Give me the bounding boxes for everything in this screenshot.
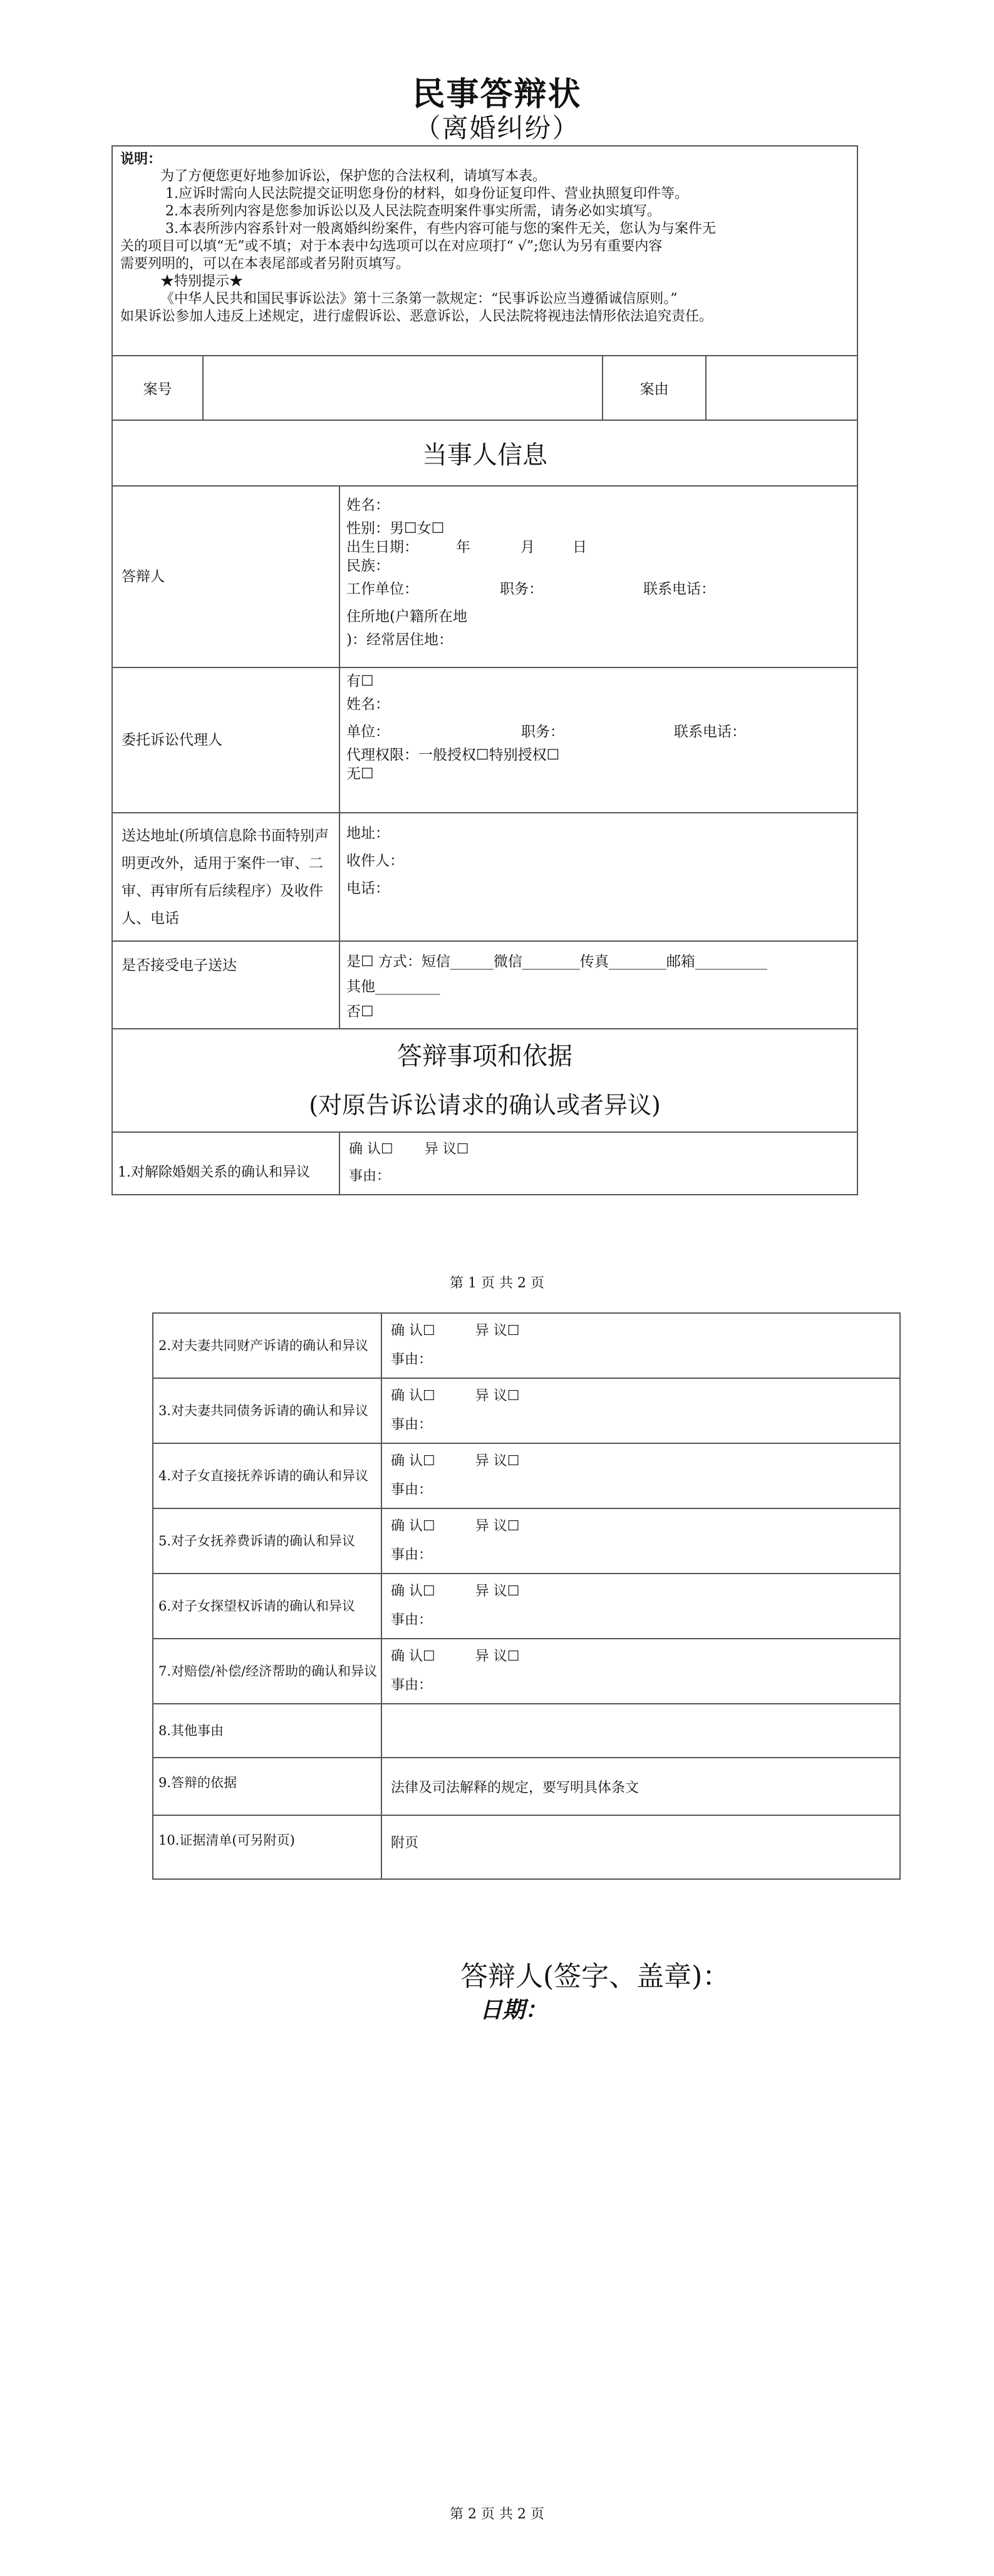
item-2-reason[interactable]: 事由： — [391, 1352, 433, 1368]
item-6-label: 6.对子女探望权诉请的确认和异议 — [153, 1574, 381, 1639]
date-label: 日期： — [480, 1997, 548, 2023]
item-5-answer[interactable] — [381, 1508, 900, 1574]
confirm-checkbox[interactable]: 确 认☐ — [391, 1518, 435, 1534]
item-8-field[interactable] — [381, 1704, 900, 1758]
item-3-answer[interactable] — [381, 1378, 900, 1443]
dispute-checkbox[interactable]: 异 议☐ — [475, 1649, 520, 1664]
dispute-checkbox[interactable]: 异 议☐ — [475, 1453, 520, 1469]
birth-date-label: 出生日期： — [346, 539, 418, 555]
item-3-choice[interactable] — [391, 1382, 899, 1411]
item-3-label: 3.对夫妻共同债务诉请的确认和异议 — [153, 1378, 381, 1443]
respondent-label: 答辩人 — [112, 486, 339, 667]
item-1-reason[interactable]: 事由： — [349, 1168, 391, 1184]
special-notice-line: 如果诉讼参加人违反上述规定，进行虚假诉讼、恶意诉讼，人民法院将视违法情形依法追究责任。 — [120, 309, 713, 324]
instructions-line: 2.本表所列内容是您参加诉讼以及人民法院查明案件事实所需，请务必如实填写。 — [165, 204, 661, 219]
e-service-yes-line[interactable]: 是☐ 方式：短信______微信________传真________邮箱__________ — [346, 954, 767, 970]
item-7-answer[interactable] — [381, 1639, 900, 1704]
respondent-info[interactable] — [339, 486, 857, 667]
special-notice-line: 《中华人民共和国民事诉讼法》第十三条第一款规定：“民事诉讼应当遵循诚信原则。” — [160, 291, 678, 307]
party-section-title: 当事人信息 — [112, 420, 857, 486]
form-table-page-1 — [111, 145, 858, 1195]
item-1-choice[interactable] — [349, 1135, 857, 1164]
item-4-answer[interactable] — [381, 1443, 900, 1508]
agent-authority[interactable]: 代理权限：一般授权☐特别授权☐ — [346, 747, 560, 763]
instructions-line: 为了方便您更好地参加诉讼，保护您的合法权利，请填写本表。 — [160, 168, 547, 184]
employer-label: 工作单位： — [346, 581, 418, 597]
item-4-reason[interactable]: 事由： — [391, 1482, 433, 1498]
confirm-checkbox[interactable]: 确 认☐ — [391, 1388, 435, 1404]
item-5-choice[interactable] — [391, 1512, 899, 1541]
respondent-birth-row — [346, 538, 857, 557]
special-notice-title: ★特别提示★ — [160, 274, 244, 289]
item-1-label: 1.对解除婚姻关系的确认和异议 — [112, 1132, 339, 1195]
case-cause-field[interactable] — [706, 356, 857, 420]
agent-name: 姓名： — [346, 696, 390, 713]
respondent-ethnicity: 民族： — [346, 558, 390, 574]
e-service-label: 是否接受电子送达 — [112, 941, 339, 1029]
e-service-no-line[interactable]: 否☐ — [346, 1004, 374, 1020]
agent-unit-label: 单位： — [346, 724, 390, 740]
item-2-answer[interactable] — [381, 1313, 900, 1378]
page-number-1: 第 1 页 共 2 页 — [450, 1275, 544, 1291]
defense-section-header — [112, 1029, 857, 1132]
item-6-answer[interactable] — [381, 1574, 900, 1639]
respondent-residence: )：经常居住地： — [346, 632, 453, 648]
document-title: 民事答辩状 — [412, 75, 582, 113]
service-address-info[interactable] — [339, 813, 857, 941]
e-service-other-line[interactable]: 其他_________ — [346, 979, 440, 995]
item-1-answer[interactable] — [339, 1132, 857, 1195]
defense-section-title: 答辩事项和依据 — [397, 1041, 573, 1071]
item-10-label: 10.证据清单(可另附页) — [153, 1815, 381, 1879]
phone-label: 联系电话： — [643, 581, 715, 597]
item-3-reason[interactable]: 事由： — [391, 1417, 433, 1433]
position-label: 职务： — [500, 581, 543, 597]
service-address-label: 送达地址(所填信息除书面特别声明更改外，适用于案件一审、二审、再审所有后续程序）及收件人、电话 — [112, 813, 339, 941]
birth-year-label: 年 — [456, 539, 470, 555]
item-9-label: 9.答辩的依据 — [153, 1758, 381, 1815]
instructions-block — [112, 146, 857, 356]
agent-label: 委托诉讼代理人 — [112, 667, 339, 813]
confirm-checkbox[interactable]: 确 认☐ — [349, 1141, 393, 1157]
confirm-checkbox[interactable]: 确 认☐ — [391, 1649, 435, 1664]
form-table-page-2 — [152, 1312, 901, 1880]
page-number-2: 第 2 页 共 2 页 — [450, 2506, 544, 2522]
item-7-reason[interactable]: 事由： — [391, 1677, 433, 1693]
case-cause-label: 案由 — [603, 356, 706, 420]
item-4-choice[interactable] — [391, 1447, 899, 1476]
dispute-checkbox[interactable]: 异 议☐ — [475, 1518, 520, 1534]
confirm-checkbox[interactable]: 确 认☐ — [391, 1453, 435, 1469]
dispute-checkbox[interactable]: 异 议☐ — [475, 1584, 520, 1599]
instructions-line: 3.本表所涉内容系针对一般离婚纠纷案件，有些内容可能与您的案件无关，您认为与案件无 — [165, 221, 716, 237]
item-2-choice[interactable] — [391, 1317, 899, 1346]
case-number-label: 案号 — [112, 356, 203, 420]
dispute-checkbox[interactable]: 异 议☐ — [475, 1388, 520, 1404]
agent-position-label: 职务： — [521, 724, 564, 740]
birth-month-label: 月 — [520, 539, 535, 555]
agent-has-checkbox[interactable]: 有☐ — [346, 673, 374, 689]
item-7-label: 7.对赔偿/补偿/经济帮助的确认和异议 — [153, 1639, 381, 1704]
item-6-choice[interactable] — [391, 1577, 899, 1606]
item-9-field[interactable]: 法律及司法解释的规定，要写明具体条文 — [381, 1758, 900, 1815]
dispute-checkbox[interactable]: 异 议☐ — [424, 1141, 469, 1157]
service-recipient: 收件人： — [346, 853, 404, 869]
item-8-label: 8.其他事由 — [153, 1704, 381, 1758]
agent-phone-label: 联系电话： — [674, 724, 746, 740]
signature-label: 答辩人(签字、盖章)： — [460, 1960, 730, 1992]
service-phone: 电话： — [346, 880, 390, 897]
document-subtitle: （离婚纠纷） — [414, 113, 580, 143]
item-10-field[interactable]: 附页 — [381, 1815, 900, 1879]
respondent-domicile: 住所地(户籍所在地 — [346, 609, 467, 625]
respondent-name: 姓名： — [346, 497, 390, 513]
item-4-label: 4.对子女直接抚养诉请的确认和异议 — [153, 1443, 381, 1508]
confirm-checkbox[interactable]: 确 认☐ — [391, 1323, 435, 1339]
agent-unit-row — [346, 718, 857, 746]
instructions-line: 需要列明的，可以在本表尾部或者另附页填写。 — [120, 256, 410, 272]
respondent-employer-row — [346, 575, 857, 603]
instructions-heading: 说明： — [120, 151, 162, 167]
defense-section-subtitle: (对原告诉讼请求的确认或者异议) — [309, 1091, 661, 1119]
confirm-checkbox[interactable]: 确 认☐ — [391, 1584, 435, 1599]
dispute-checkbox[interactable]: 异 议☐ — [475, 1323, 520, 1339]
service-address: 地址： — [346, 825, 390, 842]
instructions-line: 关的项目可以填“无”或不填；对于本表中勾选项可以在对应项打“ √”;您认为另有重要内容 — [120, 239, 663, 254]
agent-none-checkbox[interactable]: 无☐ — [346, 766, 374, 782]
item-6-reason[interactable]: 事由： — [391, 1612, 433, 1628]
instructions-line: 1.应诉时需向人民法院提交证明您身份的材料，如身份证复印件、营业执照复印件等。 — [165, 186, 688, 202]
item-5-label: 5.对子女抚养费诉请的确认和异议 — [153, 1508, 381, 1574]
item-2-label: 2.对夫妻共同财产诉请的确认和异议 — [153, 1313, 381, 1378]
agent-info[interactable] — [339, 667, 857, 813]
birth-day-label: 日 — [572, 539, 587, 555]
item-5-reason[interactable]: 事由： — [391, 1547, 433, 1563]
respondent-gender: 性别：男☐女☐ — [346, 520, 445, 537]
case-number-field[interactable] — [203, 356, 603, 420]
e-service-options[interactable] — [339, 941, 857, 1029]
item-7-choice[interactable] — [391, 1642, 899, 1671]
